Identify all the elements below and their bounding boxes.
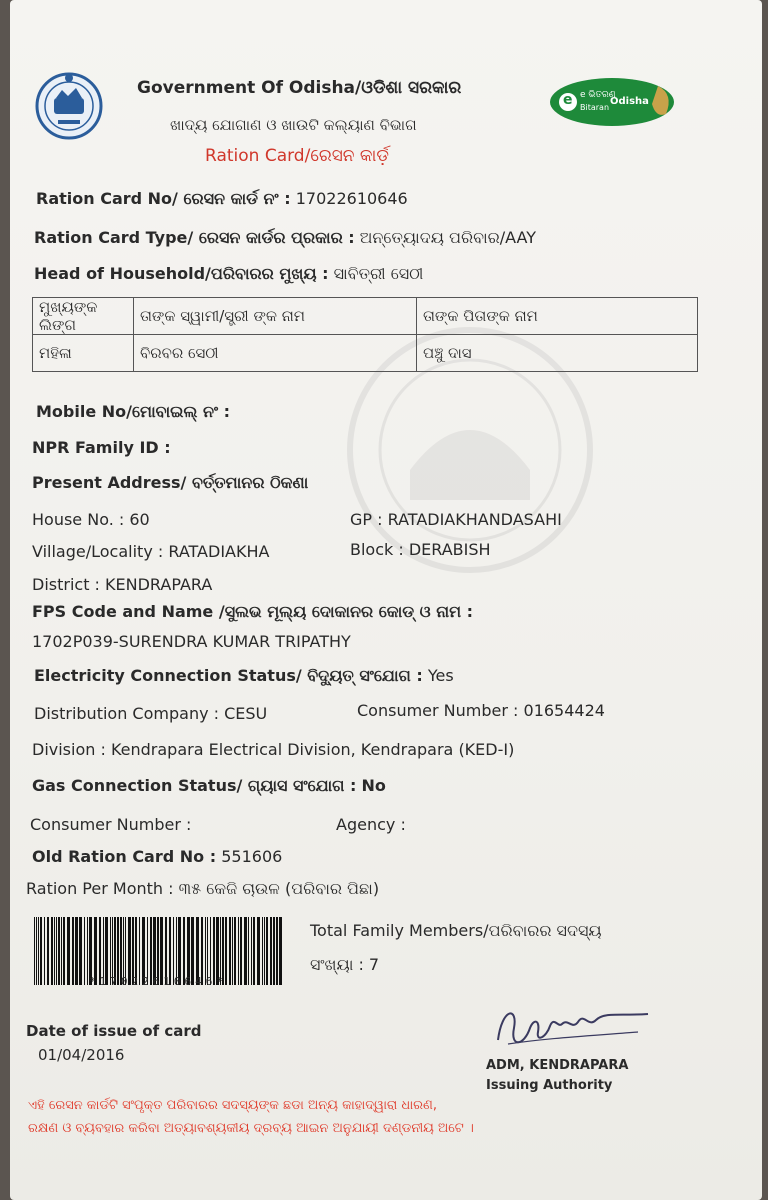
electrical-division: Division : Kendrapara Electrical Division, Kendrapara (KED-I) — [32, 740, 515, 759]
card-title: Ration Card/ରେସନ କାର୍ଡ଼ — [205, 146, 389, 166]
gas-row — [32, 776, 386, 796]
odisha-emblem-icon — [34, 70, 104, 146]
table-header-cell: ତାଙ୍କ ସ୍ୱାମୀ/ସ୍ତ୍ରୀ ଙ୍କ ନାମ — [134, 298, 417, 335]
mobile-label: Mobile No/ମୋବାଇଲ୍ ନଂ : — [36, 402, 231, 421]
gas-label: Gas Connection Status/ ଗ୍ୟାସ ସଂଯୋଗ : — [32, 776, 357, 795]
family-members-label: Total Family Members/ପରିବାରର ସଦସ୍ୟ — [310, 921, 602, 940]
card-type-row — [34, 228, 536, 248]
table-row — [33, 335, 698, 372]
head-of-household-value: ସାବିତ୍ରୀ ସେଠୀ — [333, 264, 424, 283]
gram-panchayat: GP : RATADIAKHANDASAHI — [350, 510, 562, 529]
govt-title: Government Of Odisha/ଓଡିଶା ସରକାର — [137, 78, 462, 98]
table-cell: ବିରବର ସେଠୀ — [134, 335, 417, 372]
logo-main-text: Odisha — [610, 96, 649, 107]
address-label: Present Address/ ବର୍ତ୍ତମାନର ଠିକଣା — [32, 473, 309, 492]
table-cell: ମହିଳା — [33, 335, 134, 372]
electricity-row — [34, 666, 454, 686]
issue-date-value: 01/04/2016 — [38, 1046, 125, 1064]
card-number-value: 17022610646 — [295, 189, 408, 208]
department-name: ଖାଦ୍ୟ ଯୋଗାଣ ଓ ଖାଉଟି କଲ୍ୟାଣ ବିଭାଗ — [170, 116, 417, 134]
distribution-company: Distribution Company : CESU — [34, 704, 268, 723]
card-number-label: Ration Card No/ ରେସନ କାର୍ଡ ନଂ : — [36, 189, 291, 208]
family-table — [32, 297, 698, 372]
authority-name: ADM, KENDRAPARA — [486, 1058, 629, 1073]
signature — [488, 998, 658, 1058]
head-of-household-label: Head of Household/ପରିବାରର ମୁଖ୍ୟ : — [34, 264, 329, 283]
table-header-row — [33, 298, 698, 335]
block: Block : DERABISH — [350, 540, 491, 559]
e-bitaran-logo: e e ଭିତରଣ Bitaran Odisha — [548, 74, 688, 130]
footer-warning-line2: ରକ୍ଷଣ ଓ ବ୍ୟବହାର କରିବା ଅତ୍ୟାବଶ୍ୟକୀୟ ଦ୍ରବ୍ୟ ଆଇନ ଅନୁଯାୟୀ ଦଣ୍ଡନୀୟ ଅଟେ । — [28, 1121, 474, 1136]
gas-consumer-number: Consumer Number : — [30, 815, 192, 834]
footer-warning-line1: ଏହି ରେସନ କାର୍ଡଟି ସଂପୃକ୍ତ ପରିବାରର ସଦସ୍ୟଙ୍କ ଛଡା ଅନ୍ୟ କାହାଦ୍ୱାରା ଧାରଣ, — [28, 1098, 437, 1113]
card-type-label: Ration Card Type/ ରେସନ କାର୍ଡର ପ୍ରକାର : — [34, 228, 355, 247]
logo-sub-text: Bitaran — [580, 103, 610, 112]
old-card-value: 551606 — [221, 847, 283, 866]
fps-label: FPS Code and Name /ସୁଲଭ ମୂଲ୍ୟ ଦୋକାନର କୋଡ୍ ଓ ନାମ : — [32, 602, 474, 621]
table-header-cell: ମୁଖ୍ୟଙ୍କ ଲିଙ୍ଗ — [33, 298, 134, 335]
logo-small-text: e ଭିତରଣ — [580, 90, 616, 100]
old-card-label: Old Ration Card No : — [32, 847, 217, 866]
card-type-value: ଅନ୍ତ୍ୟୋଦୟ ପରିବାର/AAY — [359, 228, 537, 247]
ration-card — [10, 0, 762, 1200]
electricity-label: Electricity Connection Status/ ବିଦ୍ୟୁତ୍ ସଂଯୋଗ : — [34, 666, 423, 685]
table-cell: ପଞ୍ଚୁ ଦାସ — [417, 335, 698, 372]
gas-agency: Agency : — [336, 815, 406, 834]
fps-value: 1702P039-SURENDRA KUMAR TRIPATHY — [32, 632, 351, 651]
house-number: House No. : 60 — [32, 510, 150, 529]
head-of-household-row — [34, 264, 423, 284]
electricity-consumer-number: Consumer Number : 01654424 — [357, 701, 605, 720]
ration-per-month: Ration Per Month : ୩୫ କେଜି ଚାଉଳ (ପରିବାର ପିଛା) — [26, 879, 380, 898]
table-header-cell: ତାଙ୍କ ପିତାଙ୍କ ନାମ — [417, 298, 698, 335]
gas-status: No — [361, 776, 386, 795]
card-number-row — [36, 189, 408, 209]
electricity-status: Yes — [427, 666, 454, 685]
barcode-text: *17022610646* — [88, 975, 228, 988]
district: District : KENDRAPARA — [32, 575, 213, 594]
issue-date-label: Date of issue of card — [26, 1022, 202, 1040]
old-card-row — [32, 847, 282, 866]
authority-title: Issuing Authority — [486, 1078, 613, 1093]
npr-label: NPR Family ID : — [32, 438, 171, 457]
family-members-count: ସଂଖ୍ୟା : 7 — [310, 955, 380, 974]
village-locality: Village/Locality : RATADIAKHA — [32, 542, 270, 561]
